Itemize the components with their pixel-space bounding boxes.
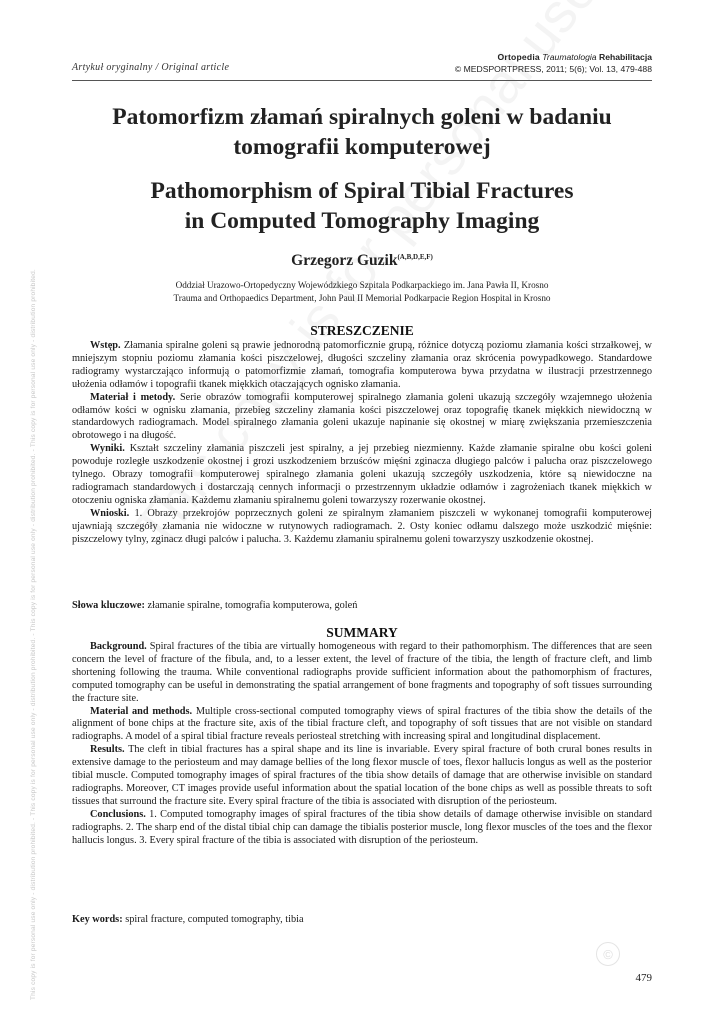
streszczenie-keywords xyxy=(72,600,652,611)
author-name: Grzegorz Guzik xyxy=(291,252,398,269)
streszczenie-heading: STRESZCZENIE xyxy=(310,323,414,338)
author-roles: (A,B,D,E,F) xyxy=(397,252,433,261)
copyright-stamp-icon: © xyxy=(596,942,620,966)
journal-info xyxy=(455,52,652,74)
sidebar-watermark xyxy=(30,40,42,1000)
author-line xyxy=(72,252,652,270)
title-english-line-1: Pathomorphism of Spiral Tibial Fractures xyxy=(150,178,574,204)
journal-name-traumatologia: Traumatologia xyxy=(542,52,597,62)
affiliation-english: Trauma and Orthopaedics Department, John Paul II Memorial Podkarpacie Region Hospital in Krosno xyxy=(173,292,551,303)
summary-results-text: The cleft in tibial fractures has a spiral shape and its line is invariable. Every spiral fracture of both crural bones results in extensive damage to the periosteum and may damage bellies of the long flexor muscle of toes, flexor hallucis longus as well as the posterior tibial muscle. Computed tomography images of spiral fractures of the tibia show details of damage that are otherwise invisible on standard radiographs. Moreover, CT images provide useful information about the spatial location of the bone chips as well as possible threats to soft tissues that surround the fracture site. Every spiral fracture of the tibia is associated with disruption of the periosteum. xyxy=(72,744,653,807)
summary-material-label: Material and methods. xyxy=(90,705,193,717)
journal-name-ortopedia: Ortopedia xyxy=(497,52,540,62)
summary-conclusions-label: Conclusions. xyxy=(90,808,146,820)
title-polish-line-2: tomografii komputerowej xyxy=(233,134,491,160)
summary-background-text: Spiral fractures of the tibia are virtually homogeneous with regard to their pathomorphism. The differences that are seen concern the level of fracture of the fibula, and, to a lesser extent, the level of fracture of the tibia, the length of fracture cleft, and limb shortening following the trauma. While conventional radiographs provide sufficient information about the pathomorphism of fractures, computed tomography can be useful in demonstrating the spatial arrangement of bone fragments and topography of soft tissues surrounding the fracture site. xyxy=(72,641,652,704)
affiliation xyxy=(72,279,652,304)
streszczenie-wyniki-paragraph xyxy=(72,443,652,508)
streszczenie-wstep-label: Wstęp. xyxy=(90,340,121,351)
streszczenie-wstep-paragraph xyxy=(72,340,652,392)
summary-results-label: Results. xyxy=(90,744,125,756)
title-english xyxy=(72,176,652,236)
streszczenie-material-label: Materiał i metody. xyxy=(90,391,176,403)
summary-heading: SUMMARY xyxy=(326,625,398,640)
streszczenie-wstep-text: Złamania spiralne goleni są prawie jednorodną patomorficznie grupą, różnice dotyczą poziomu złamania kości strzałkowej, w mniejszym stopniu poziomu złamania kości piszczelowej, długości szczeliny złamania oraz skrócenia powypadkowego. Standardowe radiogramy wystarczająco informują o patomorfizmie złamań, tomografia komputerowa bywa przydatna w ilustracji przestrzennego ułożenia odłamów i topografii tkanek miękkich otaczających ognisko złamania. xyxy=(72,340,652,390)
summary-keywords-label: Key words: xyxy=(72,914,123,925)
affiliation-polish: Oddział Urazowo-Ortopedyczny Wojewódzkiego Szpitala Podkarpackiego im. Jana Pawła II, Krosno xyxy=(175,280,549,290)
streszczenie-wyniki-text: Kształt szczeliny złamania piszczeli jest spiralny, a jej przebieg niezmienny. Każde złamanie spiralne obu kości goleni powoduje rozległe uszkodzenie okostnej i grozi uszkodzeniem brzuśców mięśni zginacza długiego palców i palucha oraz piszczelowego tylnego. Obrazy tomografii komputerowej spiralnego złamania goleni ukazują szczegóły uszkodzenia, które są niewidoczne na radiogramach standardowych i dostarczają cennych informacji o przestrzennym układzie odłamów i zagrożeniach tkanek miękkich w otoczeniu ogniska złamania. Każdemu złamaniu spiralnemu goleni towarzyszy rozerwanie okostnej. xyxy=(72,443,652,506)
summary-background-paragraph xyxy=(72,641,652,706)
summary-material-paragraph xyxy=(72,706,652,745)
journal-citation: © MEDSPORTPRESS, 2011; 5(6); Vol. 13, 479-488 xyxy=(454,64,652,74)
streszczenie-wnioski-paragraph xyxy=(72,508,652,547)
summary-keywords-text: spiral fracture, computed tomography, tibia xyxy=(125,914,304,925)
summary-conclusions-text: 1. Computed tomography images of spiral fractures of the tibia show details of damage otherwise invisible on standard radiographs. 2. The sharp end of the distal tibial chip can damage the tibialis posterior muscle, long flexor muscles of the toes and the flexor hallucis longus. 3. Every spiral fracture of the tibia is associated with disruption of the periosteum. xyxy=(72,808,652,846)
summary-keywords xyxy=(72,914,652,925)
streszczenie-keywords-label: Słowa kluczowe: xyxy=(72,600,145,611)
summary-conclusions-paragraph xyxy=(72,809,652,848)
title-polish-line-1: Patomorfizm złamań spiralnych goleni w badaniu xyxy=(112,104,612,130)
sidebar-watermark-text: This copy is for personal use only - distribution prohibited. - This copy is for personal use only - distribution prohibited. - This copy is for personal use only - distribution prohibited. - This copy is for personal use only - distribution prohibited. xyxy=(30,269,37,1000)
streszczenie-body xyxy=(72,340,652,547)
page-number: 479 xyxy=(635,972,652,984)
streszczenie-wyniki-label: Wyniki. xyxy=(90,443,125,455)
summary-body xyxy=(72,641,652,848)
streszczenie-material-paragraph xyxy=(72,392,652,444)
journal-name-rehabilitacja: Rehabilitacja xyxy=(598,52,652,62)
header-rule xyxy=(72,80,652,81)
summary-background-label: Background. xyxy=(90,641,147,652)
streszczenie-wnioski-text: 1. Obrazy przekrojów poprzecznych goleni ze spiralnym złamaniem piszczeli w wykonanej tomografii komputerowej ujawniają szczegóły złamania nie widoczne w rutynowych radiogramach. 2. Osty koniec odłamu dalszego może uszkodzić mięśnie: piszczelowy tylny, zginacz długi palców i palucha. 3. Każdemu złamaniu spiralnemu goleni towarzyszy uszkodzenie okostnej. xyxy=(72,507,652,545)
streszczenie-keywords-text: złamanie spiralne, tomografia komputerowa, goleń xyxy=(147,600,358,611)
summary-material-text: Multiple cross-sectional computed tomography views of spiral fractures of the tibia show the details of the alignment of bone chips at the fracture site, axis of the tibial fracture cleft, and topography of soft tissues that are not visible on standard radiographs. A model of a spiral tibial fracture reveals periosteal stretching with increasing spiral and longitudinal displacement. xyxy=(72,705,653,743)
page-header xyxy=(72,52,652,80)
streszczenie-wnioski-label: Wnioski. xyxy=(90,507,130,519)
title-polish xyxy=(72,102,652,162)
title-english-line-2: in Computed Tomography Imaging xyxy=(184,208,540,234)
streszczenie-material-text: Serie obrazów tomografii komputerowej spiralnego złamania goleni ukazują szczegóły wzajemnego ułożenia odłamów kości w ognisku złamania, przebieg szczeliny złamania kości piszczelowej oraz topografię tkanek miękkich niewidoczną w standardowych radiogramach. Model spiralnego złamania goleni ukazuje napinanie się okostnej w miarę zwiększania przemieszczenia obrotowego i na długość. xyxy=(72,391,653,442)
article-type-label: Artykuł oryginalny / Original article xyxy=(72,62,230,73)
summary-results-paragraph xyxy=(72,744,652,809)
